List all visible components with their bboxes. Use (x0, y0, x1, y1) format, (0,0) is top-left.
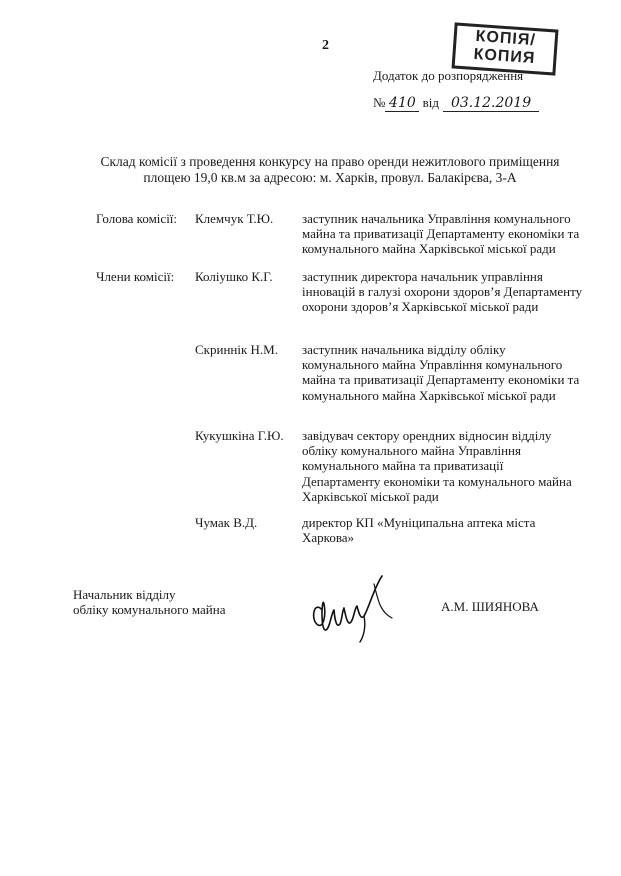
order-date: 03.12.2019 (443, 95, 539, 112)
signer-position-line-1: Начальник відділу (73, 587, 176, 602)
member-position: заступник директора начальник управління інновацій в галузі охорони здоров’я Департаменту охорони здоров’я Харківської міської ради (302, 269, 583, 315)
document-heading: Склад комісії з проведення конкурсу на право оренди нежитлового приміщення площею 19,0 кв.м за адресою: м. Харків, провул. Балакірєва, 3-А (100, 154, 560, 185)
member-name: Коліушко К.Г. (195, 269, 273, 284)
order-number-prefix: № (373, 95, 386, 110)
member-position: директор КП «Муніципальна аптека міста Харкова» (302, 515, 536, 546)
member-name: Скриннік Н.М. (195, 342, 278, 357)
appendix-title: Додаток до розпорядження (373, 68, 524, 83)
order-date-prefix: від (422, 95, 440, 110)
signer-name: А.М. ШИЯНОВА (441, 599, 539, 614)
page-number: 2 (322, 38, 329, 53)
chair-role-label: Голова комісії: (96, 211, 178, 226)
member-name: Кукушкіна Г.Ю. (195, 428, 284, 443)
member-position: завідувач сектору орендних відносин відділу обліку комунального майна Управління комунального майна та приватизації Департаменту економіки та комунального майна Харківської міської ради (302, 428, 572, 504)
member-name: Чумак В.Д. (195, 515, 258, 530)
signer-position-line-2: обліку комунального майна (73, 602, 226, 618)
member-position: заступник начальника відділу обліку комунального майна Управління комунального майна та приватизації Департаменту економіки та комунального майна Харківської міської ради (302, 342, 580, 403)
order-reference (373, 95, 539, 112)
chair-position: заступник начальника Управління комунального майна та приватизації Департаменту економіки та комунального майна Харківської міської ради (302, 211, 580, 257)
stamp-line-2: КОПИЯ (473, 45, 536, 68)
signer-position (73, 587, 225, 617)
members-role-label: Члени комісії: (96, 269, 175, 284)
chair-name: Клемчук Т.Ю. (195, 211, 274, 226)
handwritten-signature (304, 570, 404, 646)
stamp-line-1: КОПІЯ/ (475, 27, 537, 50)
order-number: 410 (385, 95, 419, 112)
